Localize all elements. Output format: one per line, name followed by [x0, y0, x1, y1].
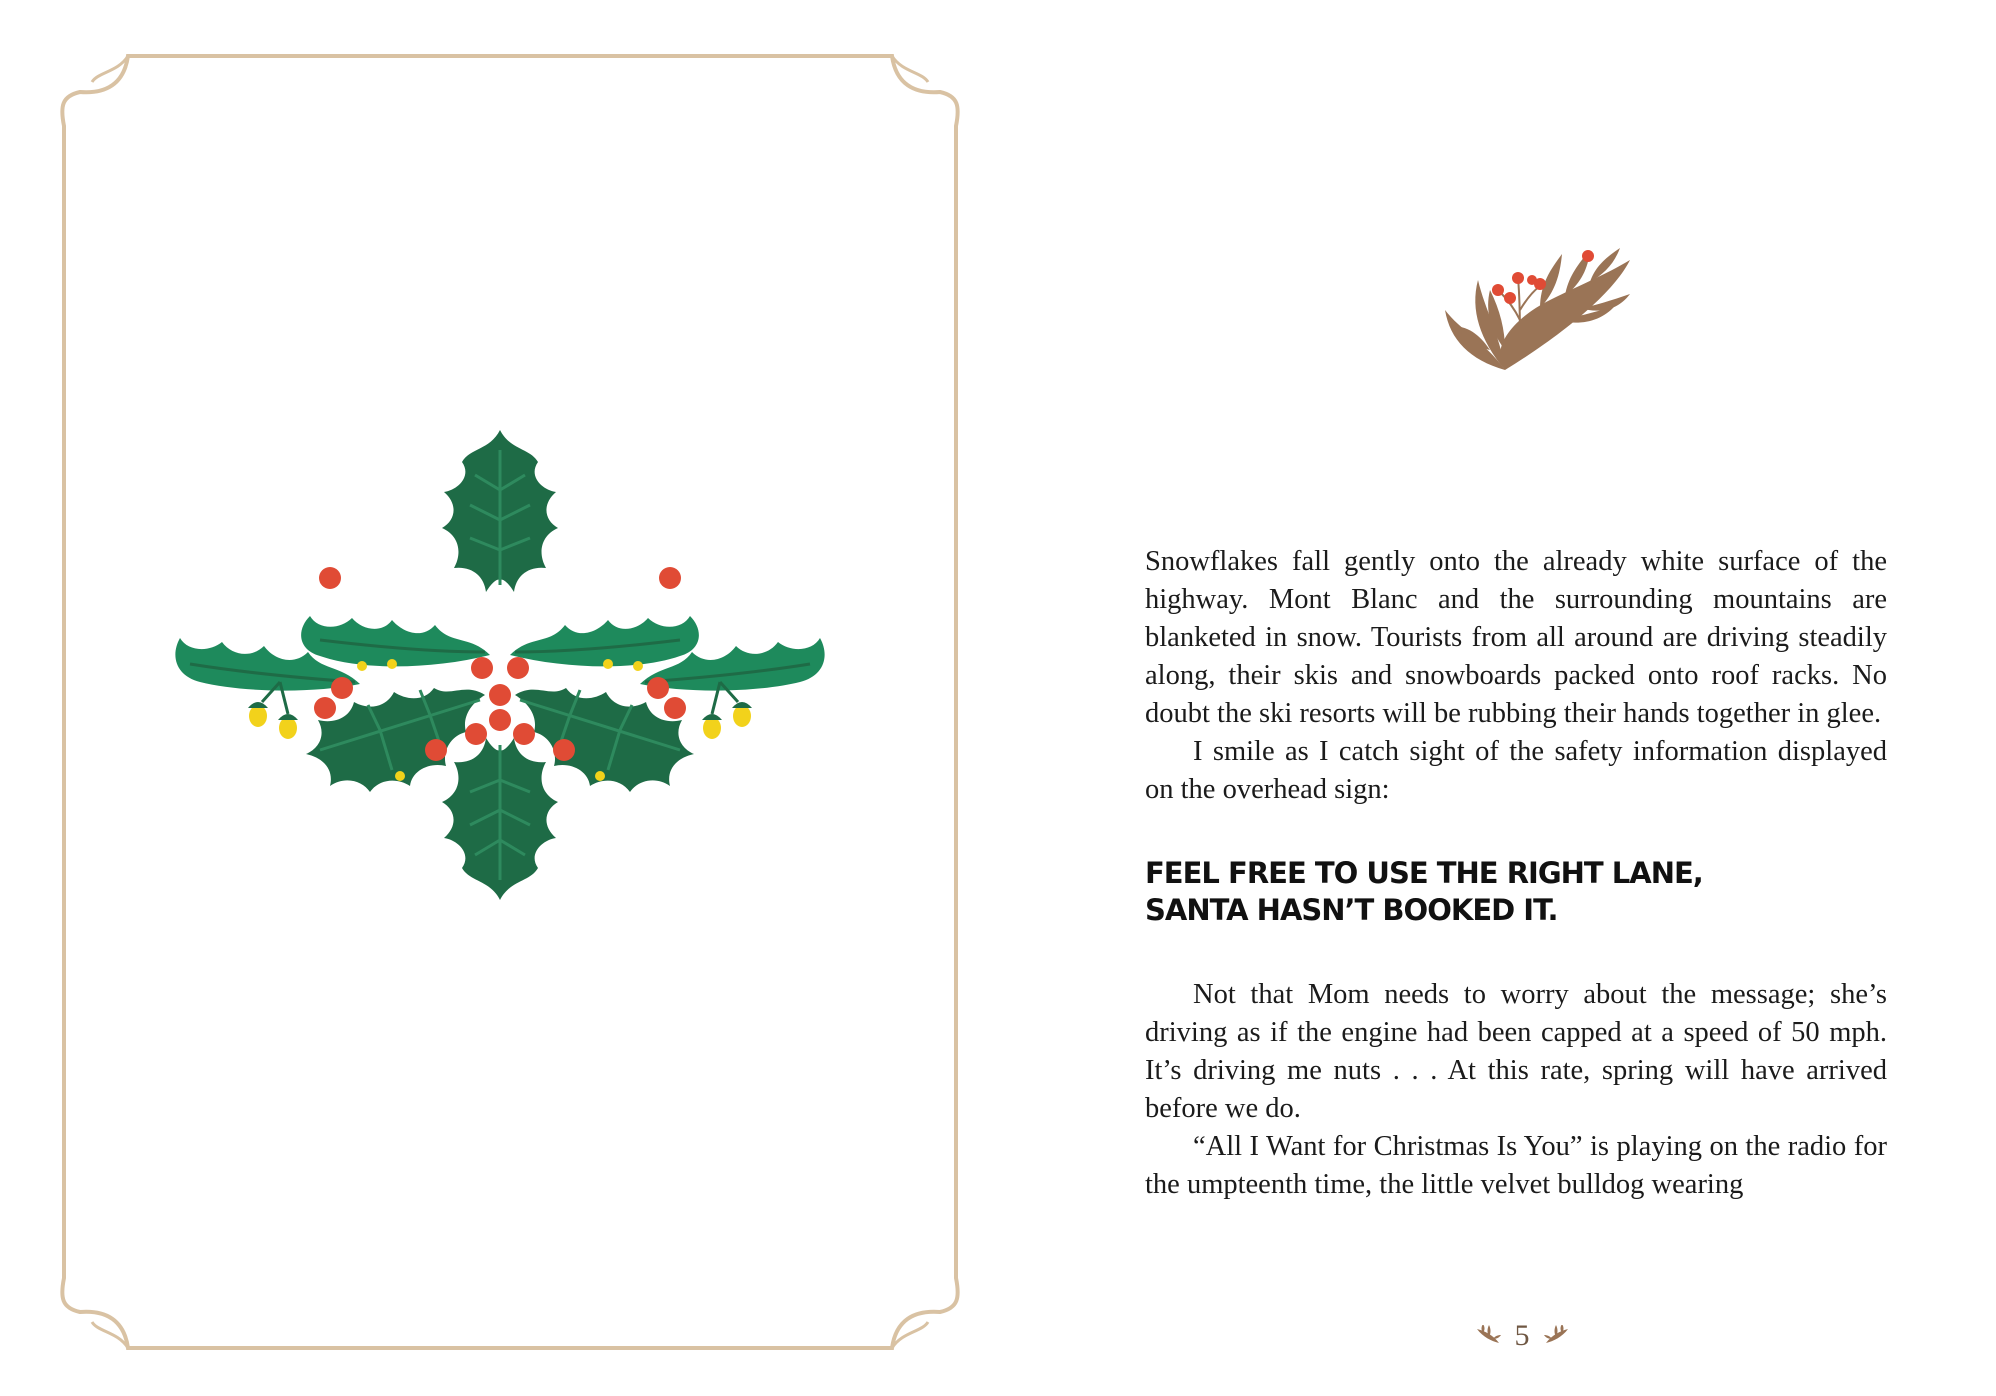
acorn-left	[248, 682, 298, 739]
acorn-right	[702, 682, 752, 739]
holly-ornament-illustration	[130, 420, 870, 920]
berry-sprig-icon	[1390, 230, 1640, 380]
page-number-area	[1462, 1316, 1582, 1356]
oak-leaf-inner-left	[301, 616, 490, 666]
paragraph: “All I Want for Christmas Is You” is playing on the radio for the umpteenth time, the little velvet bulldog wearing	[1145, 1131, 1887, 1200]
paragraph: Not that Mom needs to worry about the message; she’s driving as if the engine had been capped at a speed of 50 mph. It’s driving me nuts . . . At this rate, spring will have arrived before we do.	[1145, 979, 1887, 1124]
overhead-sign-message	[1145, 855, 1887, 929]
holly-leaf-bottom	[442, 738, 558, 900]
paragraph: Snowflakes fall gently onto the already white surface of the highway. Mont Blanc and the surrounding mountains are blanketed in snow. Tourists from all around are driving steadily along, their skis and snowboards packed onto roof racks. No doubt the ski resorts will be rubbing their hands together in glee.	[1145, 546, 1887, 729]
holly-leaf-top	[442, 430, 558, 592]
sign-line-2: SANTA HASN’T BOOKED IT.	[1145, 893, 1558, 927]
paragraph: I smile as I catch sight of the safety information displayed on the overhead sign:	[1145, 736, 1887, 805]
body-text	[1145, 543, 1887, 1204]
oak-leaf-inner-right	[510, 616, 699, 666]
leaf-sprig-left-icon	[1475, 1325, 1501, 1347]
leaf-sprig-right-icon	[1544, 1325, 1570, 1347]
page-number: 5	[1514, 1319, 1530, 1352]
sign-line-1: FEEL FREE TO USE THE RIGHT LANE,	[1145, 856, 1703, 890]
